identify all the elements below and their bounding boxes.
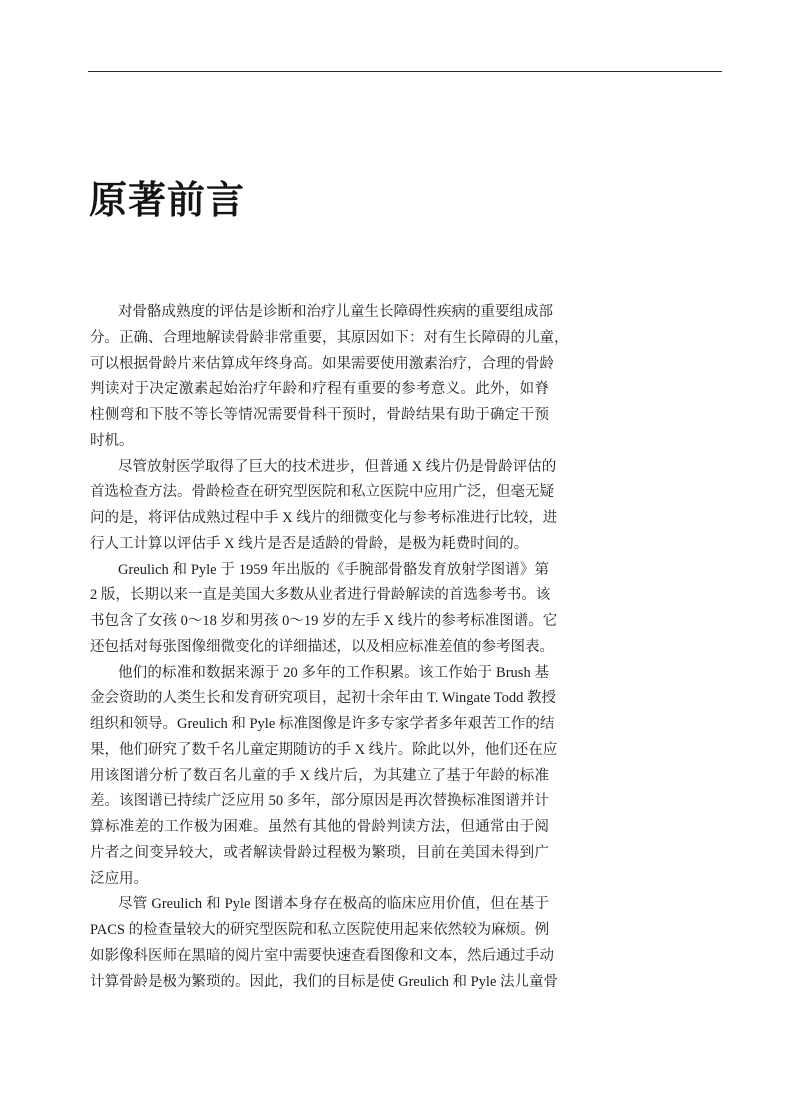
text-line: 尽管 Greulich 和 Pyle 图谱本身存在极高的临床应用价值，但在基于 [118,896,549,913]
text-line: 他们的标准和数据来源于 20 多年的工作积累。该工作始于 Brush 基 [118,664,549,681]
header-rule [88,71,722,72]
text-line: 书包含了女孩 0～18 岁和男孩 0～19 岁的左手 X 线片的参考标准图谱。它 [90,613,558,629]
paragraph [90,558,558,661]
text-line: 差。该图谱已持续广泛应用 50 多年，部分原因是再次替换标准图谱并计 [90,793,549,810]
text-line: PACS 的检查量较大的研究型医院和私立医院使用起来依然较为麻烦。例 [90,922,550,938]
text-line: 果，他们研究了数千名儿童定期随访的手 X 线片。除此以外，他们还在应 [90,741,558,758]
text-line: Greulich 和 Pyle 于 1959 年出版的《手腕部骨骼发育放射学图谱》第 [118,561,549,578]
paragraph [90,892,559,995]
text-line: 组织和领导。Greulich 和 Pyle 标准图像是许多专家学者多年艰苦工作的结 [90,716,555,732]
text-line: 还包括对每张图像细微变化的详细描述，以及相应标准差值的参考图表。 [90,638,554,655]
text-line: 可以根据骨龄片来估算成年终身高。如果需要使用激素治疗，合理的骨龄 [90,355,554,372]
text-line: 如影像科医师在黑暗的阅片室中需要快速查看图像和文本，然后通过手动 [90,947,554,964]
text-line: 首选检查方法。骨龄检查在研究型医院和私立医院中应用广泛，但毫无疑 [90,484,554,501]
text-line: 问的是，将评估成熟过程中手 X 线片的细微变化与参考标准进行比较，进 [90,510,558,526]
text-line: 用该图谱分析了数百名儿童的手 X 线片后，为其建立了基于年龄的标准 [90,767,549,784]
text-line: 判读对于决定激素起始治疗年龄和疗程有重要的参考意义。此外，如脊 [90,381,549,398]
preface-body [90,300,569,995]
text-line: 片者之间变异较大，或者解读骨龄过程极为繁琐，目前在美国未得到广 [90,844,549,861]
text-line: 计算骨龄是极为繁琐的。因此，我们的目标是使 Greulich 和 Pyle 法儿童骨 [90,973,559,990]
text-line: 金会资助的人类生长和发育研究项目，起初十余年由 T. Wingate Todd 教授 [90,690,557,707]
text-line: 泛应用。 [90,870,148,887]
paragraph [90,455,558,558]
text-line: 尽管放射医学取得了巨大的技术进步，但普通 X 线片仍是骨龄评估的 [118,458,557,475]
text-line: 算标准差的工作极为困难。虽然有其他的骨龄判读方法，但通常由于阅 [90,819,549,835]
page-title: 原著前言 [89,177,246,222]
paragraph [90,661,558,893]
text-line: 2 版，长期以来一直是美国大多数从业者进行骨龄解读的首选参考书。该 [90,587,551,604]
text-line: 行人工计算以评估手 X 线片是否是适龄的骨龄，是极为耗费时间的。 [90,535,529,552]
text-line: 对骨骼成熟度的评估是诊断和治疗儿童生长障碍性疾病的重要组成部 [118,304,553,320]
text-line: 柱侧弯和下肢不等长等情况需要骨科干预时，骨龄结果有助于确定干预 [90,407,549,423]
paragraph [90,300,569,455]
text-line: 分。正确、合理地解读骨龄非常重要，其原因如下：对有生长障碍的儿童， [90,329,569,346]
text-line: 时机。 [90,432,134,449]
